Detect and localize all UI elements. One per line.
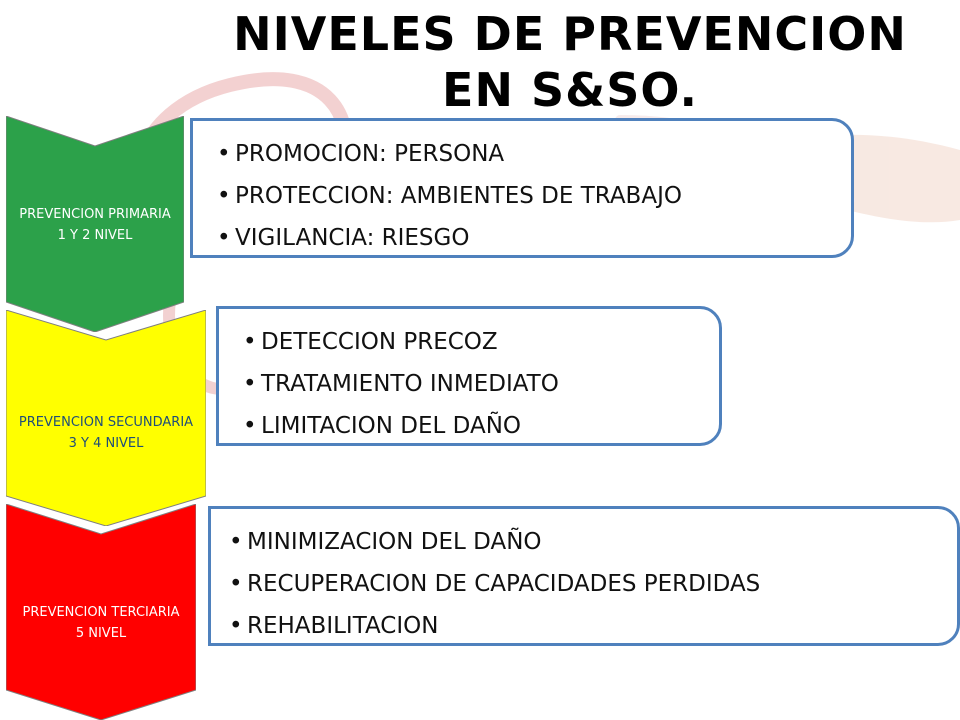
level-sub: 1 Y 2 NIVEL (57, 228, 133, 243)
list-item: • LIMITACION DEL DAÑO (243, 405, 719, 447)
chevron-secundaria (6, 310, 206, 526)
chevron-primaria (6, 116, 184, 332)
list-item: • PROTECCION: AMBIENTES DE TRABAJO (217, 175, 851, 217)
chevron-terciaria (6, 504, 196, 720)
level-name: PREVENCION SECUNDARIA (18, 415, 194, 430)
box-primaria (190, 118, 854, 258)
page-title: NIVELES DE PREVENCION EN S&SO. (233, 7, 907, 117)
level-sub: 5 NIVEL (75, 626, 127, 641)
list-item: • DETECCION PRECOZ (243, 321, 719, 363)
level-sub: 3 Y 4 NIVEL (68, 436, 144, 451)
bullet-list (243, 321, 719, 447)
list-item: • MINIMIZACION DEL DAÑO (229, 521, 957, 563)
bullet-list (229, 521, 957, 647)
level-name: PREVENCION PRIMARIA (19, 207, 171, 222)
bullet-list (217, 133, 851, 259)
box-secundaria (216, 306, 722, 446)
list-item: • RECUPERACION DE CAPACIDADES PERDIDAS (229, 563, 957, 605)
list-item: • PROMOCION: PERSONA (217, 133, 851, 175)
box-terciaria (208, 506, 960, 646)
list-item: • TRATAMIENTO INMEDIATO (243, 363, 719, 405)
list-item: • VIGILANCIA: RIESGO (217, 217, 851, 259)
list-item: • REHABILITACION (229, 605, 957, 647)
level-name: PREVENCION TERCIARIA (22, 605, 180, 620)
